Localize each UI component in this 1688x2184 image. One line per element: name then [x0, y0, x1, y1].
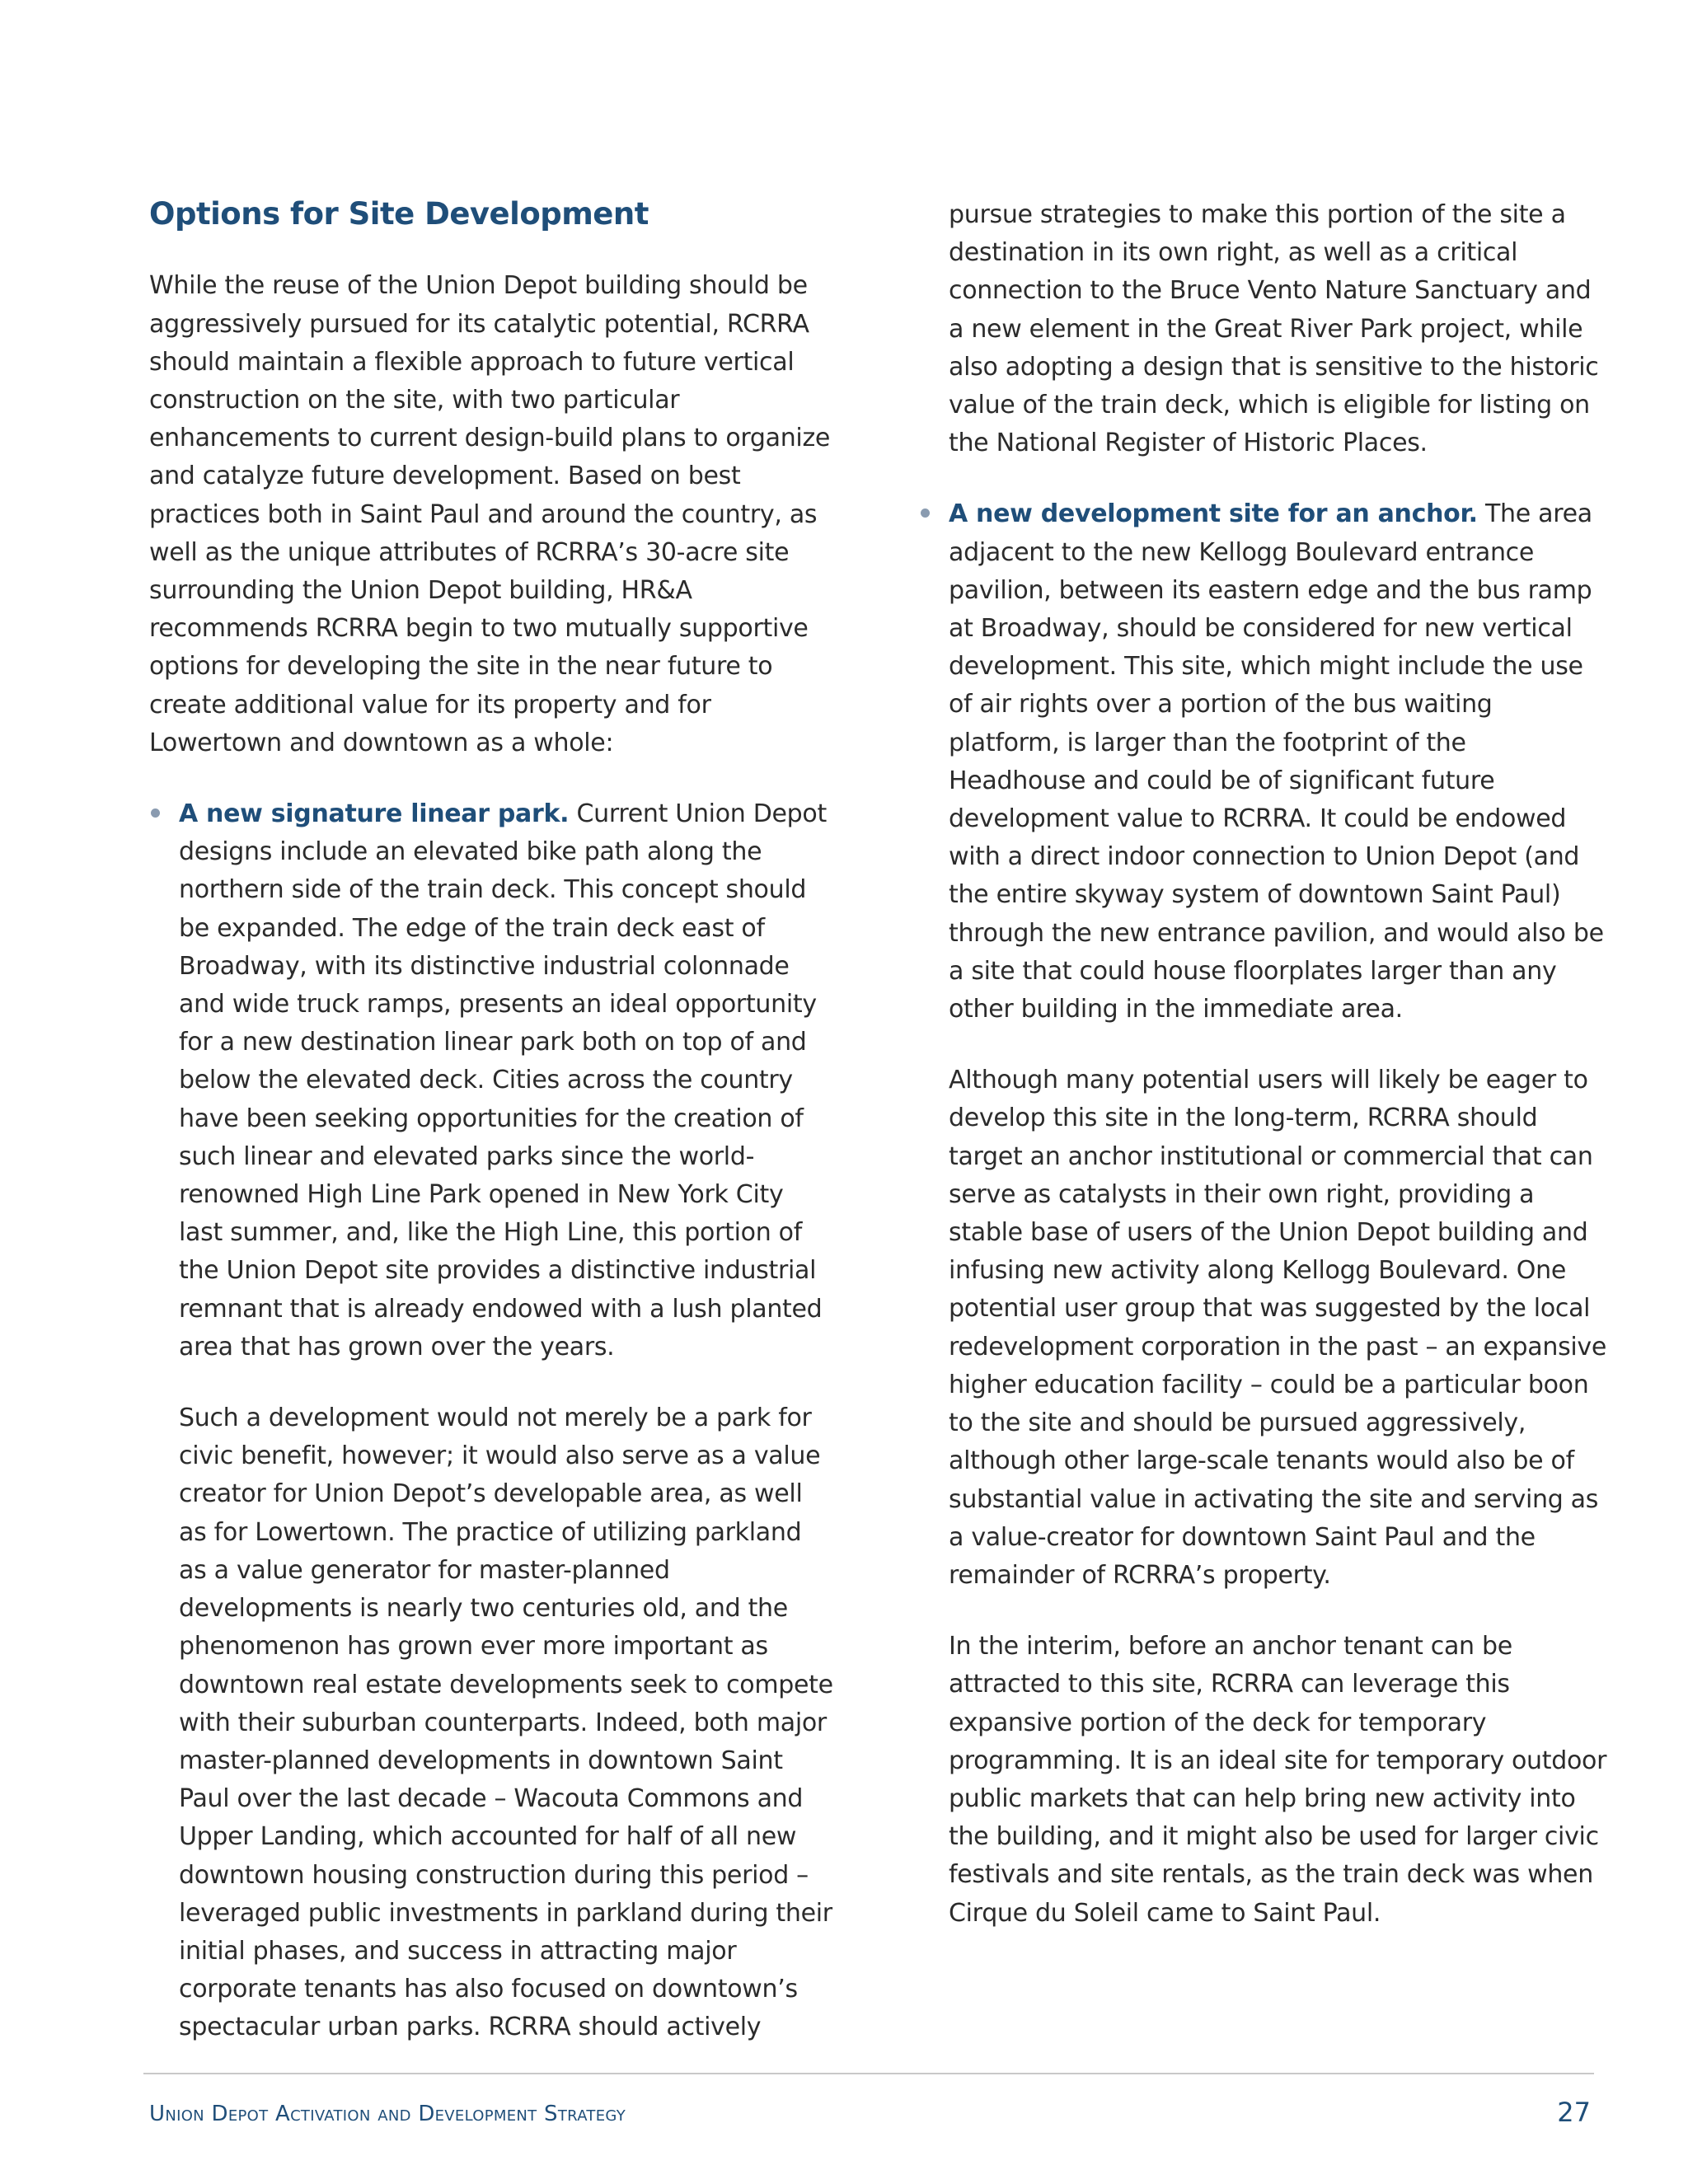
linear-park-paragraph-2: Such a development would not merely be a park for civic benefit, however; it would also serve as a value creator for Union Depot’s developable area, as well as for Lowertown. The practice of utilizing parkland as a value generator for master-planned developments is nearly two centuries old, and the phenomenon has grown ever more important as downtown real estate developments seek to compete with their suburban counterparts. Indeed, both major master-planned developments in downtown Saint Paul over the last decade – Wacouta Commons and Upper Landing, which accounted for half of all new downtown housing construction during this period – leveraged public investments in parkland during their initial phases, and success in attracting major corporate tenants has also focused on downtown’s spectacular urban parks. RCRRA should actively [179, 1404, 833, 2042]
bullet-anchor-body [949, 495, 1608, 1029]
linear-park-continuation: pursue strategies to make this portion of the site a destination in its own right, as well as a critical connection to the Bruce Vento Nature Sanctuary and a new element in the Great River Park project, while also adopting a design that is sensitive to the historic value of the train deck, which is eligible for listing on the National Register of Historic Places. [949, 200, 1599, 458]
page-number: 27 [1557, 2097, 1591, 2128]
interim-paragraph: In the interim, before an anchor tenant can be attracted to this site, RCRRA can leverage this expansive portion of the deck for temporary programming. It is an ideal site for temporary outdoor public markets that can help bring new activity into the building, and it might also be used for larger civic festivals and site rentals, as the train deck was when Cirque du Soleil came to Saint Paul. [949, 1632, 1607, 1928]
bullet-anchor-text: The area adjacent to the new Kellogg Boulevard entrance pavilion, between its eastern edge and the bus ramp at Broadway, should be considered for new vertical development. This site, which might include the use of air rights over a portion of the bus waiting platform, is larger than the footprint of the Headhouse and could be of significant future development value to RCRRA. It could be endowed with a direct indoor connection to Union Depot (and the entire skyway system of downtown Saint Paul) through the new entrance pavilion, and would also be a site that could house floorplates larger than any other building in the immediate area. [949, 499, 1604, 1024]
left-column [149, 196, 833, 2047]
section-heading: Options for Site Development [149, 196, 649, 232]
bullet-linear-park-body [179, 795, 833, 1366]
bullet-linear-park [149, 795, 833, 1366]
bullet-icon [921, 509, 930, 518]
bullet-anchor-site [919, 495, 1608, 1029]
anchor-users-paragraph: Although many potential users will likely be eager to develop this site in the long-term, RCRRA should target an anchor institutional or commercial that can serve as catalysts in their own right, providing a stable base of users of the Union Depot building and infusing new activity along Kellogg Boulevard. One potential user group that was suggested by the local redevelopment corporation in the past – an expansive higher education facility – could be a particular boon to the site and should be pursued aggressively, although other large-scale tenants would also be of substantial value in activating the site and serving as a value-creator for downtown Saint Paul and the remainder of RCRRA’s property. [949, 1066, 1607, 1590]
intro-paragraph: While the reuse of the Union Depot building should be aggressively pursued for its catalytic potential, RCRRA should maintain a flexible approach to future vertical construction on the site, with two particular enhancements to current design-build plans to organize and catalyze future development. Based on best practices both in Saint Paul and around the country, as well as the unique attributes of RCRRA’s 30-acre site surrounding the Union Depot building, HR&A recommends RCRRA begin to two mutually supportive options for developing the site in the near future to create additional value for its property and for Lowertown and downtown as a whole: [149, 271, 831, 757]
bullet-icon [151, 808, 160, 818]
bullet-anchor-title: A new development site for an anchor. [949, 499, 1478, 529]
bullet-linear-park-text: Current Union Depot designs include an elevated bike path along the northern side of the train deck. This concept should be expanded. The edge of the train deck east of Broadway, with its distinctive industrial colonnade and wide truck ramps, presents an ideal opportunity for a new destination linear park both on top of and below the elevated deck. Cities across the country have been seeking opportunities for the creation of such linear and elevated parks since the world-renowned High Line Park opened in New York City last summer, and, like the High Line, this portion of the Union Depot site provides a distinctive industrial remnant that is already endowed with a lush planted area that has grown over the years. [179, 799, 827, 1361]
footer-divider [143, 2073, 1594, 2074]
right-column [949, 196, 1608, 1933]
bullet-linear-park-title: A new signature linear park. [179, 799, 570, 829]
footer-title: Union Depot Activation and Development Strategy [149, 2102, 626, 2126]
